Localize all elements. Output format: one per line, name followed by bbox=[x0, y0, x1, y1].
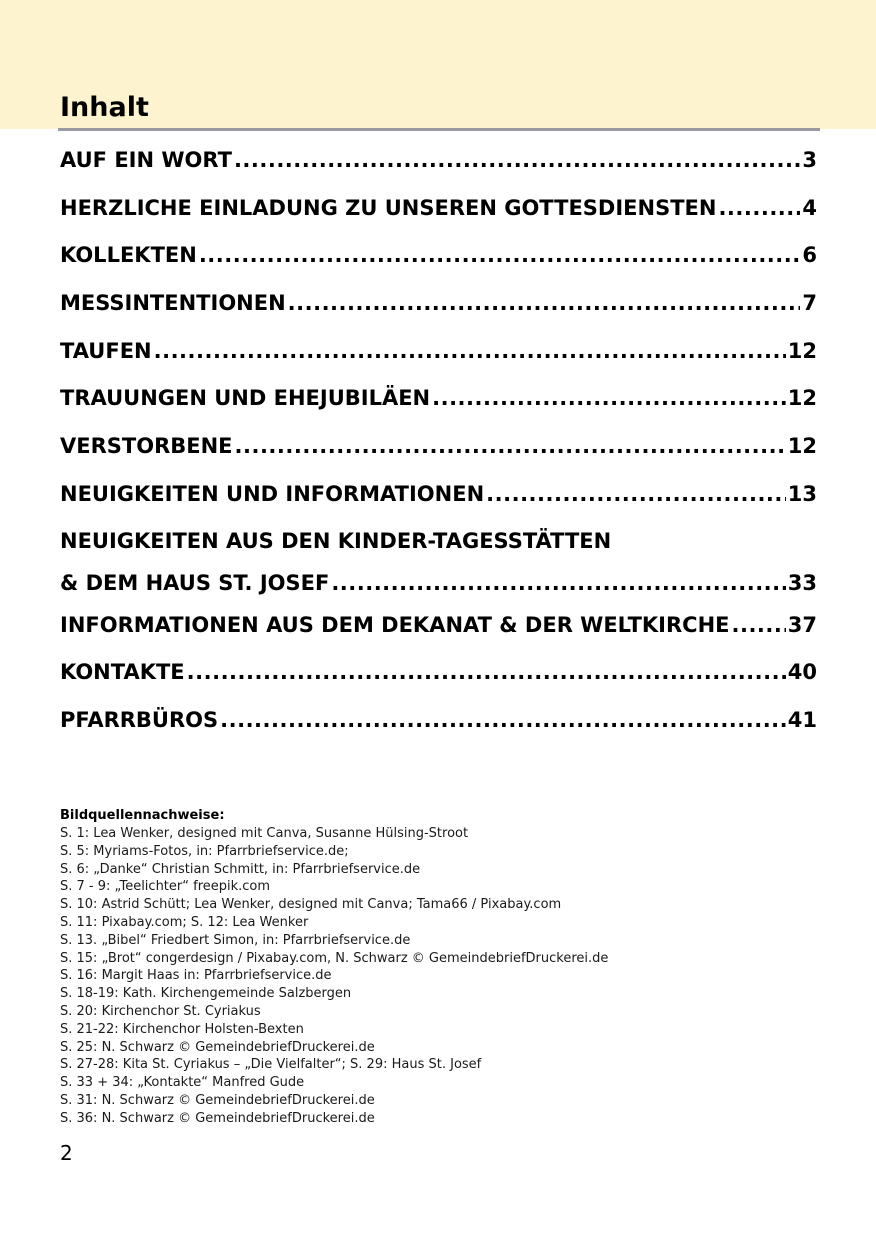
page-title: Inhalt bbox=[60, 92, 149, 123]
dot-leader bbox=[288, 289, 801, 317]
toc-entry-label: VERSTORBENE bbox=[60, 434, 233, 458]
credit-line: S. 11: Pixabay.com; S. 12: Lea Wenker bbox=[60, 914, 309, 930]
toc-entry-page: 4 bbox=[802, 196, 817, 220]
toc-entry-neuigkeiten[interactable] bbox=[60, 480, 817, 508]
credit-line: S. 7 - 9: „Teelichter“ freepik.com bbox=[60, 879, 271, 895]
credit-line: S. 10: Astrid Schütt; Lea Wenker, designed mit Canva; Tama66 / Pixabay.com bbox=[60, 897, 562, 913]
dot-leader bbox=[187, 658, 786, 686]
toc-entry-dekanat[interactable] bbox=[60, 611, 817, 639]
credit-line: S. 15: „Brot“ congerdesign / Pixabay.com, N. Schwarz © GemeindebriefDruckerei.de bbox=[60, 950, 609, 966]
dot-leader bbox=[154, 337, 786, 365]
toc-entry-kontakte[interactable] bbox=[60, 658, 817, 686]
toc-entry-page: 12 bbox=[787, 434, 817, 458]
dot-leader bbox=[220, 706, 786, 734]
toc-entry-page: 33 bbox=[787, 571, 817, 595]
credit-line: S. 6: „Danke“ Christian Schmitt, in: Pfarrbriefservice.de bbox=[60, 861, 421, 877]
toc-entry-label: & DEM HAUS ST. JOSEF bbox=[60, 571, 330, 595]
dot-leader bbox=[732, 611, 786, 639]
credit-line: S. 27-28: Kita St. Cyriakus – „Die Vielfalter“; S. 29: Haus St. Josef bbox=[60, 1057, 482, 1073]
toc-entry-label: AUF EIN WORT bbox=[60, 148, 232, 172]
title-divider bbox=[58, 128, 820, 131]
toc-entry-taufen[interactable] bbox=[60, 337, 817, 365]
page-number: 2 bbox=[60, 1141, 73, 1165]
dot-leader bbox=[331, 569, 785, 597]
credit-line: S. 5: Myriams-Fotos, in: Pfarrbriefservice.de; bbox=[60, 843, 349, 859]
toc-entry-page: 12 bbox=[787, 339, 817, 363]
dot-leader bbox=[199, 241, 801, 269]
credits-list bbox=[60, 825, 820, 1128]
toc-entry-label: NEUIGKEITEN UND INFORMATIONEN bbox=[60, 482, 485, 506]
credit-line: S. 31: N. Schwarz © GemeindebriefDruckerei.de bbox=[60, 1092, 375, 1108]
toc-entry-label: INFORMATIONEN AUS DEM DEKANAT & DER WELTKIRCHE bbox=[60, 613, 730, 637]
toc-entry-label: KOLLEKTEN bbox=[60, 243, 197, 267]
credit-line: S. 33 + 34: „Kontakte“ Manfred Gude bbox=[60, 1075, 305, 1091]
dot-leader bbox=[234, 146, 800, 174]
toc-entry-page: 41 bbox=[787, 708, 817, 732]
toc-entry-pfarrbueros[interactable] bbox=[60, 706, 817, 734]
credit-line: S. 13. „Bibel“ Friedbert Simon, in: Pfarrbriefservice.de bbox=[60, 932, 411, 948]
credit-line: S. 16: Margit Haas in: Pfarrbriefservice.de bbox=[60, 968, 332, 984]
toc-entry-label: TAUFEN bbox=[60, 339, 152, 363]
toc-entry-page: 40 bbox=[787, 660, 817, 684]
toc-entry-trauungen[interactable] bbox=[60, 384, 817, 412]
toc-entry-page: 6 bbox=[802, 243, 817, 267]
toc-entry-page: 37 bbox=[787, 613, 817, 637]
credit-line: S. 25: N. Schwarz © GemeindebriefDruckerei.de bbox=[60, 1039, 375, 1055]
toc-entry-verstorbene[interactable] bbox=[60, 432, 817, 460]
toc-entry-kitas[interactable] bbox=[60, 527, 817, 597]
toc-entry-page: 7 bbox=[802, 291, 817, 315]
toc-entry-label: PFARRBÜROS bbox=[60, 708, 219, 732]
toc-entry-page: 3 bbox=[802, 148, 817, 172]
credit-line: S. 20: Kirchenchor St. Cyriakus bbox=[60, 1003, 261, 1019]
dot-leader bbox=[235, 432, 786, 460]
toc-entry-page: 12 bbox=[787, 386, 817, 410]
credit-line: S. 21-22: Kirchenchor Holsten-Bexten bbox=[60, 1021, 304, 1037]
toc-entry-page: 13 bbox=[787, 482, 817, 506]
toc-entry-auf-ein-wort[interactable] bbox=[60, 146, 817, 174]
credits-heading: Bildquellennachweise: bbox=[60, 808, 225, 823]
credit-line: S. 1: Lea Wenker, designed mit Canva, Susanne Hülsing-Stroot bbox=[60, 826, 469, 841]
toc-entry-label: KONTAKTE bbox=[60, 660, 185, 684]
image-credits bbox=[60, 806, 820, 1128]
toc-entry-label: HERZLICHE EINLADUNG ZU UNSEREN GOTTESDIENSTEN bbox=[60, 196, 717, 220]
toc-entry-label: MESSINTENTIONEN bbox=[60, 291, 286, 315]
toc-entry-label-line1: NEUIGKEITEN AUS DEN KINDER-TAGESSTÄTTEN bbox=[60, 529, 612, 553]
credit-line: S. 18-19: Kath. Kirchengemeinde Salzbergen bbox=[60, 986, 352, 1002]
toc-entry-label: TRAUUNGEN UND EHEJUBILÄEN bbox=[60, 386, 431, 410]
toc-entry-messintentionen[interactable] bbox=[60, 289, 817, 317]
toc-entry-kollekten[interactable] bbox=[60, 241, 817, 269]
credit-line: S. 36: N. Schwarz © GemeindebriefDruckerei.de bbox=[60, 1110, 375, 1126]
dot-leader bbox=[718, 194, 800, 222]
toc-entry-gottesdienste[interactable] bbox=[60, 194, 817, 222]
dot-leader bbox=[432, 384, 786, 412]
dot-leader bbox=[486, 480, 786, 508]
